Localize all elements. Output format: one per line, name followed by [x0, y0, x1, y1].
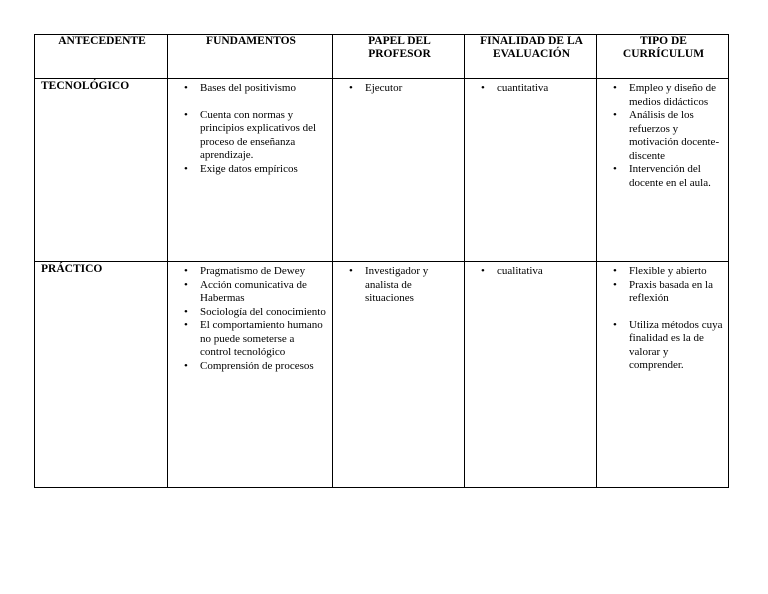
header-antecedente: ANTECEDENTE [35, 35, 168, 79]
bullet-icon: • [613, 109, 617, 121]
list-item: • Investigador y analista de situaciones [349, 265, 429, 304]
list-item: • Praxis basada en la reflexión [613, 278, 713, 304]
list-item: • Pragmatismo de Dewey [184, 265, 306, 277]
list-item: • Bases del positivismo [184, 82, 296, 94]
row-label: PRÁCTICO [35, 262, 168, 488]
list-item: • Sociología del conocimiento [184, 305, 326, 318]
bullet-icon: • [184, 319, 188, 331]
bullet-icon: • [184, 265, 188, 277]
list-item: • Cuenta con normas y principios explicativos del proceso de enseñanza aprendizaje. [184, 108, 317, 161]
finalidad-cell [465, 262, 597, 488]
bullet-list [174, 82, 328, 176]
fundamentos-cell [168, 262, 333, 488]
header-finalidad-evaluacion: FINALIDAD DE LA EVALUACIÓN [465, 35, 597, 79]
list-item: • Análisis de los refuerzos y motivación docente-discente [613, 109, 720, 162]
header-tipo-curriculum: TIPO DE CURRÍCULUM [597, 35, 729, 79]
list-item: • Ejecutor [349, 82, 403, 94]
bullet-list [603, 82, 724, 190]
papel-cell [333, 79, 465, 262]
bullet-icon: • [349, 265, 353, 277]
list-item: • Flexible y abierto [613, 265, 707, 277]
list-item: • cualitativa [481, 265, 543, 277]
list-item: • Empleo y diseño de medios didácticos [613, 82, 717, 108]
bullet-icon: • [613, 82, 617, 94]
fundamentos-cell [168, 79, 333, 262]
bullet-icon: • [613, 278, 617, 291]
comparison-table [34, 34, 729, 488]
bullet-icon: • [184, 305, 188, 318]
list-item: • Acción comunicativa de Habermas [184, 278, 307, 304]
list-item: • Intervención del docente en el aula. [613, 163, 711, 189]
bullet-list [339, 265, 460, 306]
curriculum-cell [597, 79, 729, 262]
finalidad-cell [465, 79, 597, 262]
bullet-icon: • [184, 162, 188, 175]
bullet-icon: • [349, 82, 353, 94]
bullet-icon: • [481, 265, 485, 277]
bullet-list [174, 265, 328, 373]
table-row-tecnologico [35, 79, 729, 262]
papel-cell [333, 262, 465, 488]
bullet-list [603, 265, 724, 373]
list-item: • cuantitativa [481, 82, 549, 94]
bullet-list [471, 82, 592, 96]
header-papel-profesor: PAPEL DEL PROFESOR [333, 35, 465, 79]
bullet-list [339, 82, 460, 96]
header-row [35, 35, 729, 79]
list-item: • Exige datos empíricos [184, 162, 298, 175]
header-fundamentos: FUNDAMENTOS [168, 35, 333, 79]
curriculum-cell [597, 262, 729, 488]
bullet-icon: • [184, 108, 188, 121]
bullet-icon: • [184, 278, 188, 291]
table-row-practico [35, 262, 729, 488]
bullet-list [471, 265, 592, 279]
bullet-icon: • [613, 163, 617, 175]
list-item: • Comprensión de procesos [184, 359, 314, 372]
bullet-icon: • [184, 359, 188, 372]
list-item: • El comportamiento humano no puede someterse a control tecnológico [184, 319, 323, 358]
bullet-icon: • [481, 82, 485, 94]
list-item: • Utiliza métodos cuya finalidad es la de valorar y comprender. [613, 318, 723, 371]
bullet-icon: • [613, 265, 617, 277]
row-label: TECNOLÓGICO [35, 79, 168, 262]
bullet-icon: • [613, 318, 617, 331]
bullet-icon: • [184, 82, 188, 94]
